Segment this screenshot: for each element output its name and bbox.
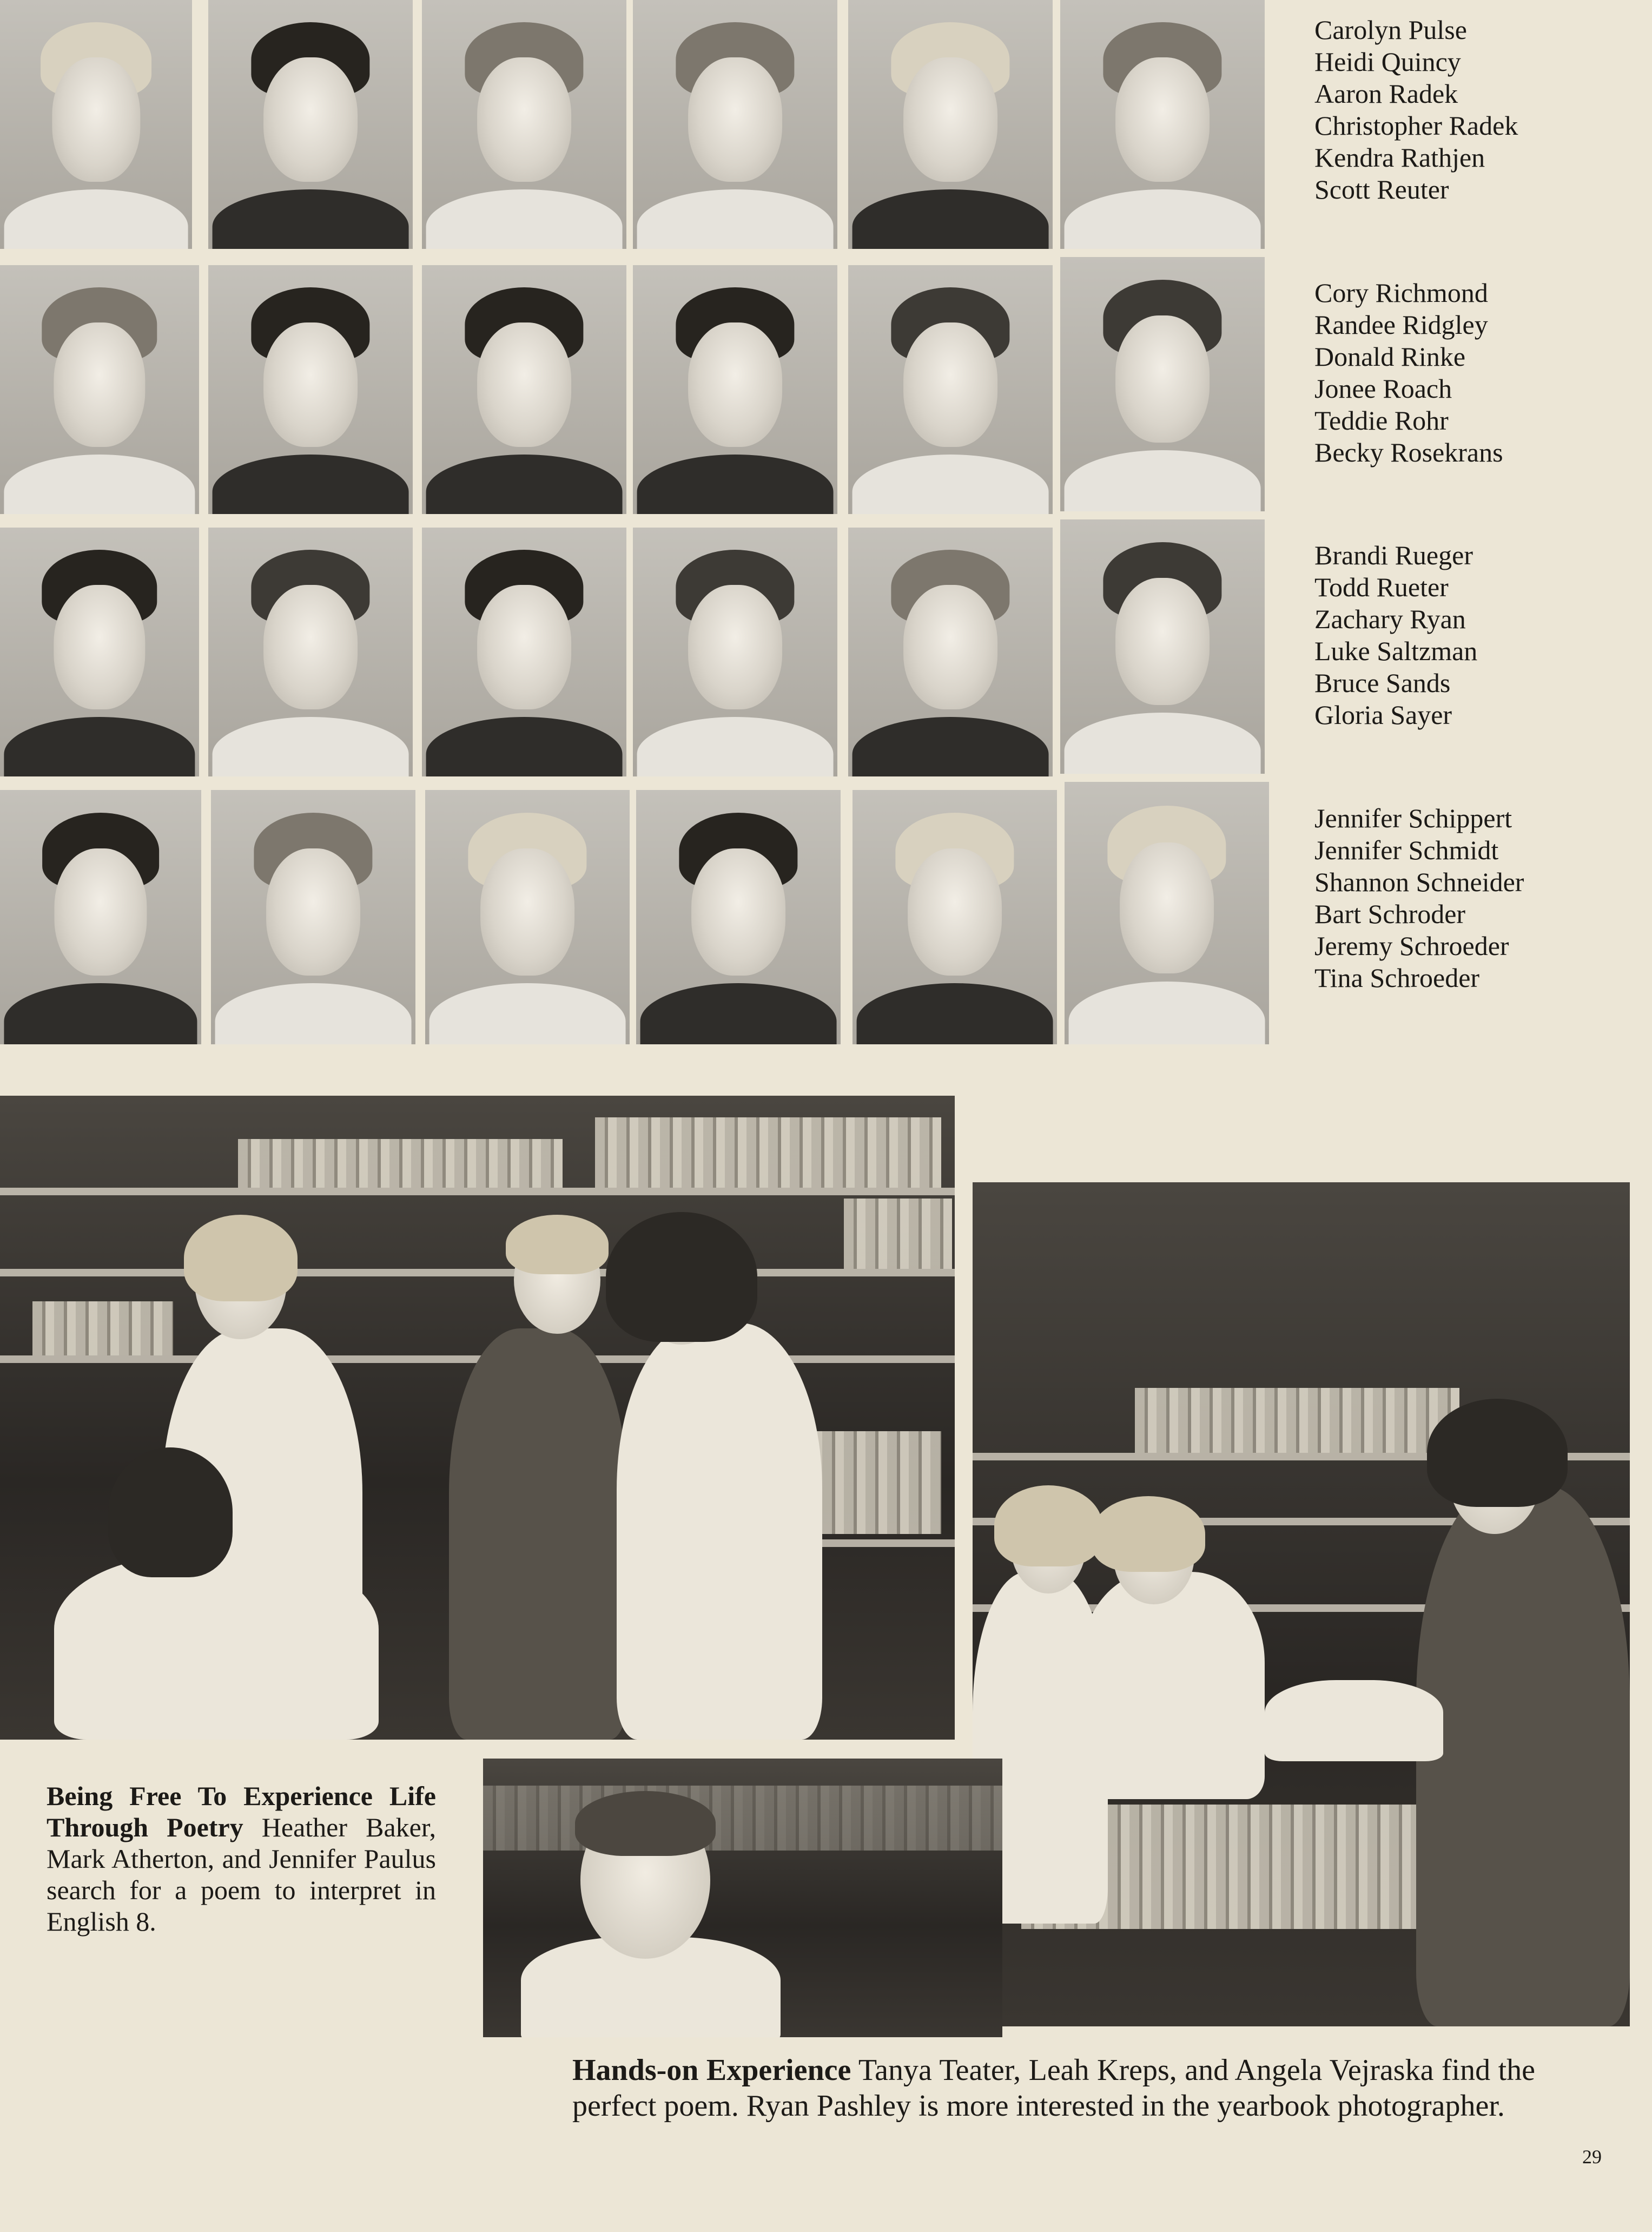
portrait-jennifer-schmidt (211, 790, 415, 1044)
caption-bottom (572, 2052, 1535, 2124)
student-name: Kendra Rathjen (1314, 142, 1485, 173)
student-name: Jonee Roach (1314, 373, 1452, 404)
student-name: Bruce Sands (1314, 668, 1451, 698)
student-name: Gloria Sayer (1314, 700, 1452, 730)
student-name: Zachary Ryan (1314, 604, 1466, 634)
student-name: Heidi Quincy (1314, 47, 1461, 77)
caption-bottom-title: Hands-on Experience (572, 2053, 851, 2087)
student-name: Tina Schroeder (1314, 963, 1480, 993)
photo-library-poetry-search (0, 1096, 955, 1740)
portrait-randee-ridgley (208, 265, 413, 514)
student-name: Bart Schroder (1314, 899, 1466, 929)
student-name: Brandi Rueger (1314, 540, 1473, 570)
caption-left-title: Being Free To Experience Life Through Poetry (47, 1781, 436, 1842)
student-name: Randee Ridgley (1314, 310, 1488, 340)
student-name: Aaron Radek (1314, 78, 1458, 109)
caption-left (47, 1780, 436, 1937)
portrait-becky-rosekrans (1060, 257, 1265, 511)
student-name: Shannon Schneider (1314, 867, 1524, 897)
portrait-heidi-quincy (208, 0, 413, 249)
portrait-jeremy-schroeder (853, 790, 1057, 1044)
portrait-todd-rueter (208, 528, 413, 776)
student-name: Donald Rinke (1314, 341, 1466, 372)
names-row-4 (1314, 802, 1596, 994)
student-name: Scott Reuter (1314, 174, 1449, 205)
portrait-tina-schroeder (1065, 782, 1269, 1044)
portrait-shannon-schneider (425, 790, 630, 1044)
student-name: Teddie Rohr (1314, 405, 1449, 436)
student-name: Jennifer Schippert (1314, 803, 1512, 833)
portrait-cory-richmond (0, 265, 199, 514)
portrait-aaron-radek (422, 0, 626, 249)
photo-hands-on-experience (973, 1182, 1630, 2026)
portrait-christopher-radek (633, 0, 837, 249)
student-name: Cory Richmond (1314, 278, 1488, 308)
portrait-gloria-sayer (1060, 519, 1265, 774)
caption-bottom-body: Tanya Teater, Leah Kreps, and Angela Vejraska find the perfect poem. Ryan Pashley is more interested in the yearbook photographer. (572, 2053, 1535, 2123)
portrait-brandi-rueger (0, 528, 199, 776)
portrait-carolyn-pulse (0, 0, 192, 249)
names-row-2 (1314, 277, 1596, 469)
student-name: Jeremy Schroeder (1314, 931, 1509, 961)
student-name: Becky Rosekrans (1314, 437, 1503, 468)
names-row-1 (1314, 14, 1596, 206)
names-row-3 (1314, 539, 1596, 731)
caption-left-body: Heather Baker, Mark Atherton, and Jennifer Paulus search for a poem to interpret in English 8. (47, 1812, 436, 1937)
portrait-luke-saltzman (633, 528, 837, 776)
portrait-teddie-rohr (848, 265, 1053, 514)
page-number: 29 (1582, 2146, 1602, 2168)
portrait-zachary-ryan (422, 528, 626, 776)
student-name: Carolyn Pulse (1314, 15, 1467, 45)
portrait-bart-schroder (636, 790, 841, 1044)
portrait-donald-rinke (422, 265, 626, 514)
student-name: Todd Rueter (1314, 572, 1449, 602)
portrait-jonee-roach (633, 265, 837, 514)
portrait-jennifer-schippert (0, 790, 201, 1044)
student-name: Jennifer Schmidt (1314, 835, 1499, 865)
portrait-bruce-sands (848, 528, 1053, 776)
student-name: Luke Saltzman (1314, 636, 1478, 666)
student-name: Christopher Radek (1314, 110, 1518, 141)
photo-ryan-pashley (483, 1759, 1002, 2037)
portrait-scott-reuter (1060, 0, 1265, 249)
portrait-kendra-rathjen (848, 0, 1053, 249)
